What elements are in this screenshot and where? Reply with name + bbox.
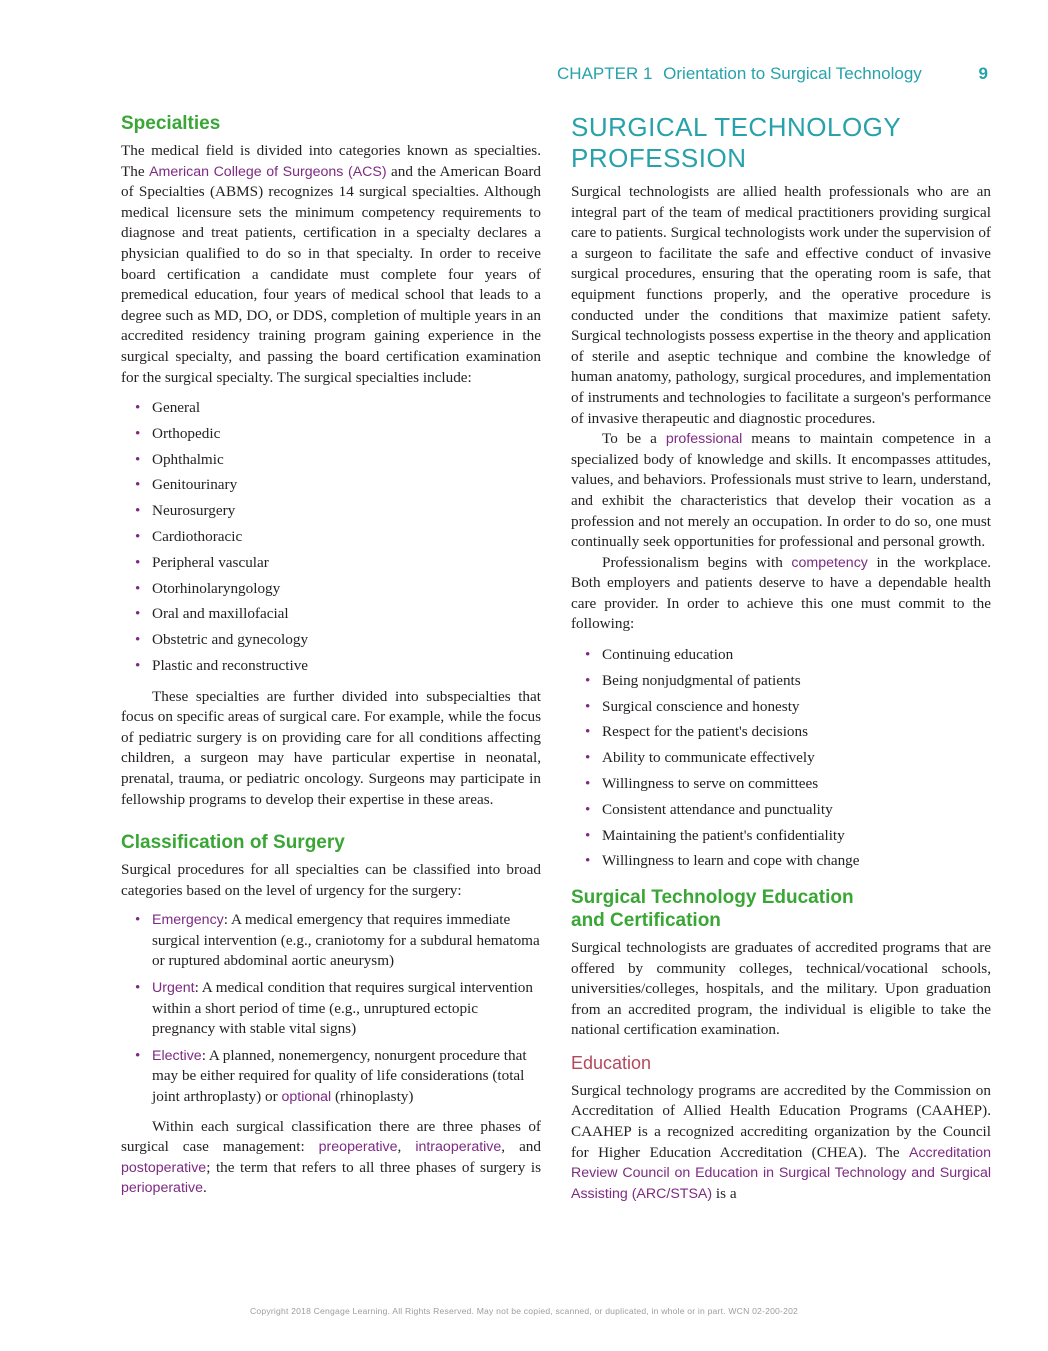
text-run: : A planned, nonemergency, nonurgent procedure that may be either required for quality of life considerations (total joint arthroplasty) or [152,1046,527,1106]
text-run: , and [501,1138,541,1156]
running-header [0,64,988,84]
left-column [121,112,541,1199]
copyright-footer: Copyright 2018 Cengage Learning. All Rights Reserved. May not be copied, scanned, or duplicated, in whole or in part. WCN 02-200-202 [249,1306,799,1316]
subspecialties-paragraph: These specialties are further divided into subspecialties that focus on specific areas of surgical care. For example, while the focus of pediatric surgery is on providing care for all conditions affecting children, a surgeon may have particular expertise in neonatal, prenatal, trauma, or pediatric oncology. Surgeons may participate in fellowship programs to develop their expertise in these areas. [121,687,541,808]
education-heading: Education [571,1052,652,1073]
professional-paragraph [571,429,991,553]
perioperative-term: perioperative [121,1180,204,1197]
arc-stsa-term: Accreditation Review Council on Education in Surgical Technology and Surgical Assisting (ARC/STSA) [571,1144,991,1202]
list-item: • Surgical conscience and honesty [585,697,991,718]
elective-term: Elective [152,1047,202,1064]
acs-term: American College of Surgeons (ACS) [149,163,387,180]
list-item: • Willingness to serve on committees [585,774,991,795]
list-item: • Consistent attendance and punctuality [585,800,991,821]
education-certification-paragraph: Surgical technologists are graduates of accredited programs that are offered by community colleges, technical/vocational schools, universities/colleges, hospitals, and the military. Upon graduation from an accredited program, the individual is eligible to take the national certification examination. [571,938,991,1039]
list-item: • Plastic and reconstructive [135,656,541,677]
profession-paragraph: Surgical technologists are allied health professionals who are an integral part of the team of medical practitioners providing surgical care to patients. Surgical technologists work under the supervision of a surgeon to facilitate the safe and effective conduct of invasive surgical procedures, ensuring that the operating room is safe, that equipment functions properly, and the operative procedure is conducted under the conditions that maximize patient safety. Surgical technologists possess expertise in the theory and application of sterile and aseptic technique and combine the knowledge of human anatomy, pathology, surgical procedures, and implementation of instruments and technologies to facilitate a surgeon's performance of invasive therapeutic and diagnostic procedures. [571,183,991,427]
profession-heading [571,112,991,174]
text-run: is a [712,1184,737,1202]
list-item: • Oral and maxillofacial [135,604,541,625]
preoperative-term: preoperative [318,1139,398,1156]
text-run: : A medical emergency that requires immediate surgical intervention (e.g., craniotomy for a subdural hematoma or ruptured abdominal aortic aneurysm) [152,911,540,970]
list-item: • General [135,398,541,419]
text-run: Professionalism begins with [602,553,792,571]
list-item: • Orthopedic [135,424,541,445]
list-item: • Ophthalmic [135,450,541,471]
list-item [135,910,541,972]
right-column [571,112,991,1204]
page-number: 9 [978,64,988,83]
heading-line: SURGICAL TECHNOLOGY [571,112,902,142]
professional-term: professional [665,431,743,448]
classification-heading: Classification of Surgery [121,832,345,854]
text-run: in the workplace. Both employers and patients deserve to have a dependable health care provider. In order to achieve this one must commit to the following: [571,553,991,633]
list-item: • Cardiothoracic [135,527,541,548]
text-run: (rhinoplasty) [331,1088,414,1106]
text-run: . [203,1179,207,1197]
optional-term: optional [281,1089,332,1106]
text-run: To be a [602,430,666,448]
heading-line: PROFESSION [571,143,747,173]
list-item: • Otorhinolaryngology [135,579,541,600]
text-run: , [397,1138,416,1156]
list-item [135,1046,541,1108]
chapter-title: Orientation to Surgical Technology [663,64,922,83]
postoperative-term: postoperative [121,1159,207,1176]
list-item: • Obstetric and gynecology [135,630,541,651]
text-run: and the American Board of Specialties (ABMS) recognizes 14 surgical specialties. Although medical licensure sets the minimum competency requirements to diagnose and treat patients, certification in a specialty declares a physician qualified to do so in that specialty. In order to receive board certification a candidate must complete four years of premedical education, four years of medical school that leads to a degree such as MD, DO, or DDS, completion of multiple years in an accredited residency training program gaining experience in the surgical specialty, and passing the board certification examination for the surgical specialty. The surgical specialties include: [121,162,541,386]
list-item: • Genitourinary [135,475,541,496]
intraoperative-term: intraoperative [415,1139,502,1156]
list-item: • Continuing education [585,645,991,666]
text-run: ; the term that refers to all three phases of surgery is [206,1158,541,1176]
list-item: • Peripheral vascular [135,553,541,574]
education-paragraph [571,1081,991,1205]
list-item: • Willingness to learn and cope with change [585,851,991,872]
emergency-term: Emergency [152,912,224,929]
phases-paragraph [121,1117,541,1199]
list-item: • Ability to communicate effectively [585,748,991,769]
competency-term: competency [791,554,868,571]
commitments-list [571,645,991,872]
text-run: The medical field is divided into categories known as specialties. The [121,142,541,180]
classification-paragraph: Surgical procedures for all specialties can be classified into broad categories based on the level of urgency for the surgery: [121,861,541,899]
specialties-heading: Specialties [121,113,221,134]
specialties-list [121,398,541,676]
heading-line: Surgical Technology Education [571,886,854,908]
education-certification-heading [571,886,991,932]
list-item: • Respect for the patient's decisions [585,722,991,743]
chapter-label: CHAPTER 1 [557,64,653,83]
list-item: • Maintaining the patient's confidentiality [585,826,991,847]
text-run: Within each surgical classification there are three phases of surgical case management: [121,1117,541,1156]
text-run: : A medical condition that requires surgical intervention within a short period of time (e.g., unruptured ectopic pregnancy with stable vital signs) [152,979,533,1038]
list-item: • Being nonjudgmental of patients [585,671,991,692]
text-run: means to maintain competence in a specialized body of knowledge and skills. It encompasses attitudes, values, and behaviors. Professionals must strive to learn, understand, and exhibit the characteristics that develop their vocation as a profession and not merely an occupation. In order to do so, one must continually seek opportunities for professional and personal growth. [571,430,991,551]
specialties-paragraph [121,141,541,388]
urgent-term: Urgent [152,980,195,997]
list-item: • Neurosurgery [135,501,541,522]
urgency-list [121,910,541,1107]
text-run: Surgical technology programs are accredited by the Commission on Accreditation of Allied Health Education Programs (CAAHEP). CAAHEP is a recognized accrediting organization by the Council for Higher Education Accreditation (CHEA). The [571,1081,991,1161]
heading-line: and Certification [571,909,721,931]
professionalism-paragraph [571,553,991,635]
list-item [135,978,541,1040]
